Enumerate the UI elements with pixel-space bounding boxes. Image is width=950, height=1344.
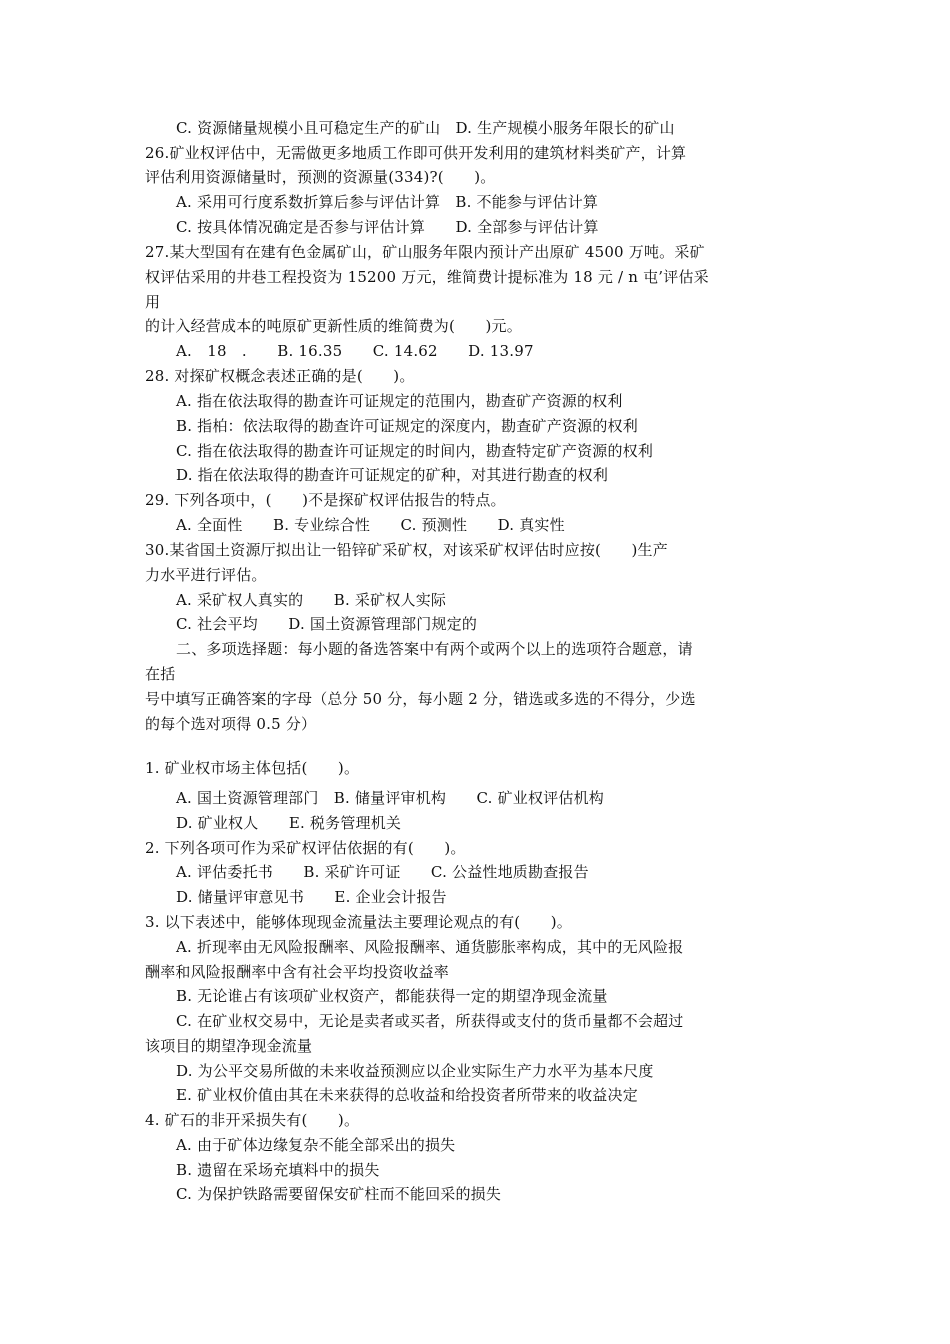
option-line: A. 由于矿体边缘复杂不能全部采出的损失 xyxy=(176,1136,456,1154)
option-line: A. 全面性 B. 专业综合性 C. 预测性 D. 真实性 xyxy=(176,516,565,534)
option-line: A. 国土资源管理部门 B. 储量评审机构 C. 矿业权评估机构 xyxy=(176,789,605,807)
section-heading: 二、多项选择题：每小题的备选答案中有两个或两个以上的选项符合题意，请 xyxy=(176,640,693,658)
option-line: A. 采矿权人真实的 B. 采矿权人实际 xyxy=(176,591,447,609)
option-line: D. 指在依法取得的勘查许可证规定的矿种，对其进行勘查的权利 xyxy=(176,466,609,484)
question-line: 27.某大型国有在建有色金属矿山，矿山服务年限内预计产出原矿 4500 万吨。采矿 xyxy=(145,243,705,261)
option-line: D. 矿业权人 E. 税务管理机关 xyxy=(176,814,402,832)
option-line: B. 遗留在采场充填料中的损失 xyxy=(176,1161,380,1179)
option-line: D. 储量评审意见书 E. 企业会计报告 xyxy=(176,888,447,906)
option-line: C. 按具体情况确定是否参与评估计算 D. 全部参与评估计算 xyxy=(176,218,599,236)
question-line: 26.矿业权评估中，无需做更多地质工作即可供开发利用的建筑材料类矿产，计算 xyxy=(145,144,687,162)
question-line: 30.某省国土资源厅拟出让一铅锌矿采矿权，对该采矿权评估时应按( )生产 xyxy=(145,541,668,559)
option-line: C. 为保护铁路需要留保安矿柱而不能回采的损失 xyxy=(176,1185,502,1203)
option-line: C. 社会平均 D. 国土资源管理部门规定的 xyxy=(176,615,478,633)
question-line: 29. 下列各项中，( )不是探矿权评估报告的特点。 xyxy=(145,491,506,509)
option-line: A. 采用可行度系数折算后参与评估计算 B. 不能参与评估计算 xyxy=(176,193,599,211)
option-line: 酬率和风险报酬率中含有社会平均投资收益率 xyxy=(145,963,450,981)
section-heading: 号中填写正确答案的字母（总分 50 分，每小题 2 分，错选或多选的不得分，少选 xyxy=(145,690,696,708)
option-line: E. 矿业权价值由其在未来获得的总收益和给投资者所带来的收益决定 xyxy=(176,1086,638,1104)
option-line: A. 18 . B. 16.35 C. 14.62 D. 13.97 xyxy=(176,342,534,360)
question-line: 4. 矿石的非开采损失有( )。 xyxy=(145,1111,360,1129)
question-line: 力水平进行评估。 xyxy=(145,566,267,584)
option-line: 该项目的期望净现金流量 xyxy=(145,1037,313,1055)
option-line: A. 评估委托书 B. 采矿许可证 C. 公益性地质勘查报告 xyxy=(176,863,589,881)
option-line: D. 为公平交易所做的未来收益预测应以企业实际生产力水平为基本尺度 xyxy=(176,1062,654,1080)
section-heading: 的每个选对项得 0.5 分） xyxy=(145,715,317,733)
section-heading: 在括 xyxy=(145,665,176,683)
option-line: C. 指在依法取得的勘查许可证规定的时间内，勘查特定矿产资源的权利 xyxy=(176,442,654,460)
question-line: 28. 对探矿权概念表述正确的是( )。 xyxy=(145,367,415,385)
option-line: C. 在矿业权交易中，无论是卖者或买者，所获得或支付的货币量都不会超过 xyxy=(176,1012,684,1030)
question-line: 用 xyxy=(145,293,161,311)
question-line: 2. 下列各项可作为采矿权评估依据的有( )。 xyxy=(145,839,466,857)
option-line: B. 指柏：依法取得的勘查许可证规定的深度内，勘查矿产资源的权利 xyxy=(176,417,638,435)
option-line: B. 无论谁占有该项矿业权资产，都能获得一定的期望净现金流量 xyxy=(176,987,608,1005)
question-line: 3. 以下表述中，能够体现现金流量法主要理论观点的有( )。 xyxy=(145,913,572,931)
option-line: A. 指在依法取得的勘查许可证规定的范围内，勘查矿产资源的权利 xyxy=(176,392,623,410)
question-line: 评估利用资源储量时，预测的资源量(334)?( )。 xyxy=(145,168,496,186)
question-line: 权评估采用的井巷工程投资为 15200 万元，维简费计提标准为 18 元 / n 屯’评估采 xyxy=(145,268,709,286)
question-line: 的计入经营成本的吨原矿更新性质的维简费为( )元。 xyxy=(145,317,522,335)
question-line: 1. 矿业权市场主体包括( )。 xyxy=(145,759,360,777)
option-line: A. 折现率由无风险报酬率、风险报酬率、通货膨胀率构成，其中的无风险报 xyxy=(176,938,684,956)
option-line: C. 资源储量规模小且可稳定生产的矿山 D. 生产规模小服务年限长的矿山 xyxy=(176,119,675,137)
